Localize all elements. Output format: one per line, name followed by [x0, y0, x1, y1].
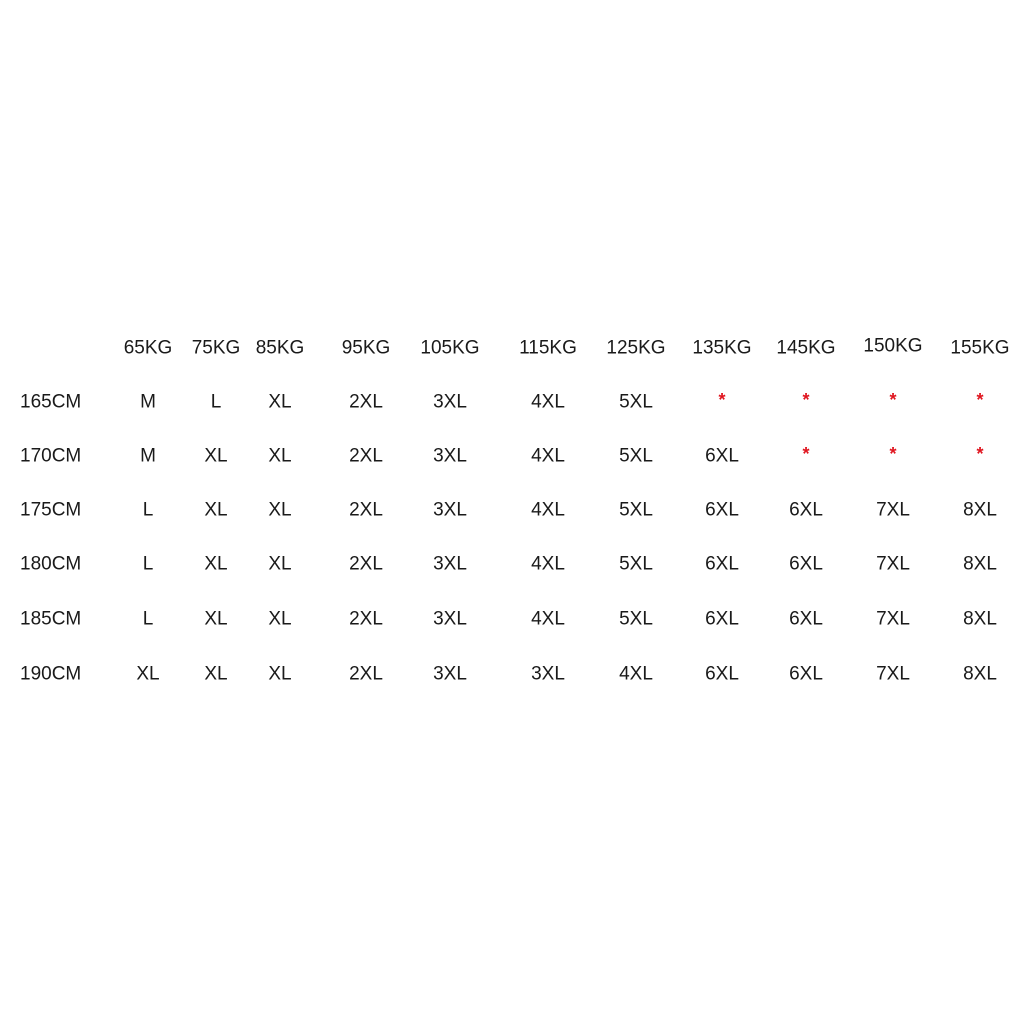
size-cell: 5XL — [619, 445, 653, 467]
size-cell: 6XL — [705, 553, 739, 575]
size-cell: 2XL — [349, 553, 383, 575]
size-cell: 5XL — [619, 608, 653, 630]
weight-header: 115KG — [519, 337, 577, 359]
size-cell: 3XL — [433, 553, 467, 575]
size-cell: 2XL — [349, 391, 383, 413]
weight-header: 125KG — [606, 337, 666, 359]
size-cell: XL — [268, 553, 292, 575]
size-cell: 2XL — [349, 663, 383, 685]
height-label: 165CM — [20, 391, 82, 413]
weight-header: 135KG — [692, 337, 752, 359]
size-cell: XL — [268, 391, 292, 413]
size-cell: 8XL — [963, 553, 997, 575]
weight-header: 155KG — [950, 337, 1010, 359]
size-cell: 7XL — [876, 499, 910, 521]
size-cell: XL — [204, 553, 228, 575]
size-cell: 4XL — [531, 391, 565, 413]
size-cell: 7XL — [876, 553, 910, 575]
size-cell: 6XL — [705, 608, 739, 630]
size-cell: 3XL — [433, 663, 467, 685]
height-label: 175CM — [20, 499, 82, 521]
size-cell: L — [142, 499, 154, 521]
height-label: 190CM — [20, 663, 82, 685]
size-cell: 4XL — [531, 553, 565, 575]
size-cell: 3XL — [433, 608, 467, 630]
size-cell: 4XL — [531, 499, 565, 521]
weight-header: 85KG — [255, 337, 305, 359]
size-cell: 6XL — [789, 608, 823, 630]
size-cell: XL — [268, 445, 292, 467]
weight-header: 150KG — [863, 335, 923, 357]
height-label: 185CM — [20, 608, 82, 630]
size-cell: 7XL — [876, 663, 910, 685]
unavailable-marker: * — [976, 390, 984, 410]
size-cell: XL — [136, 663, 160, 685]
size-cell: 2XL — [349, 608, 383, 630]
size-cell: 6XL — [705, 499, 739, 521]
unavailable-marker: * — [889, 444, 897, 464]
size-cell: 6XL — [789, 499, 823, 521]
size-cell: 5XL — [619, 499, 653, 521]
unavailable-marker: * — [718, 390, 726, 410]
size-cell: 5XL — [619, 553, 653, 575]
size-cell: 3XL — [433, 445, 467, 467]
size-cell: 3XL — [531, 663, 565, 685]
size-cell: XL — [204, 663, 228, 685]
size-cell: 4XL — [531, 445, 565, 467]
size-cell: XL — [204, 445, 228, 467]
size-cell: XL — [268, 663, 292, 685]
size-cell: 8XL — [963, 608, 997, 630]
size-cell: XL — [268, 608, 292, 630]
unavailable-marker: * — [802, 390, 810, 410]
size-cell: 4XL — [531, 608, 565, 630]
weight-header: 65KG — [123, 337, 173, 359]
weight-header: 105KG — [420, 337, 480, 359]
height-label: 170CM — [20, 445, 82, 467]
weight-header: 145KG — [776, 337, 836, 359]
weight-header: 95KG — [341, 337, 391, 359]
unavailable-marker: * — [976, 444, 984, 464]
size-cell: 6XL — [705, 445, 739, 467]
height-label: 180CM — [20, 553, 82, 575]
size-cell: L — [210, 391, 222, 413]
size-cell: L — [142, 553, 154, 575]
weight-header: 75KG — [191, 337, 241, 359]
size-cell: 4XL — [619, 663, 653, 685]
size-cell: XL — [204, 608, 228, 630]
size-cell: 5XL — [619, 391, 653, 413]
size-cell: XL — [268, 499, 292, 521]
size-cell: 6XL — [789, 663, 823, 685]
size-cell: 2XL — [349, 499, 383, 521]
size-cell: M — [140, 391, 156, 413]
size-cell: 3XL — [433, 391, 467, 413]
size-cell: XL — [204, 499, 228, 521]
size-cell: 6XL — [789, 553, 823, 575]
size-cell: M — [140, 445, 156, 467]
size-cell: 8XL — [963, 499, 997, 521]
unavailable-marker: * — [889, 390, 897, 410]
size-cell: 2XL — [349, 445, 383, 467]
size-cell: 7XL — [876, 608, 910, 630]
size-cell: 8XL — [963, 663, 997, 685]
size-cell: 6XL — [705, 663, 739, 685]
size-cell: L — [142, 608, 154, 630]
size-cell: 3XL — [433, 499, 467, 521]
unavailable-marker: * — [802, 444, 810, 464]
